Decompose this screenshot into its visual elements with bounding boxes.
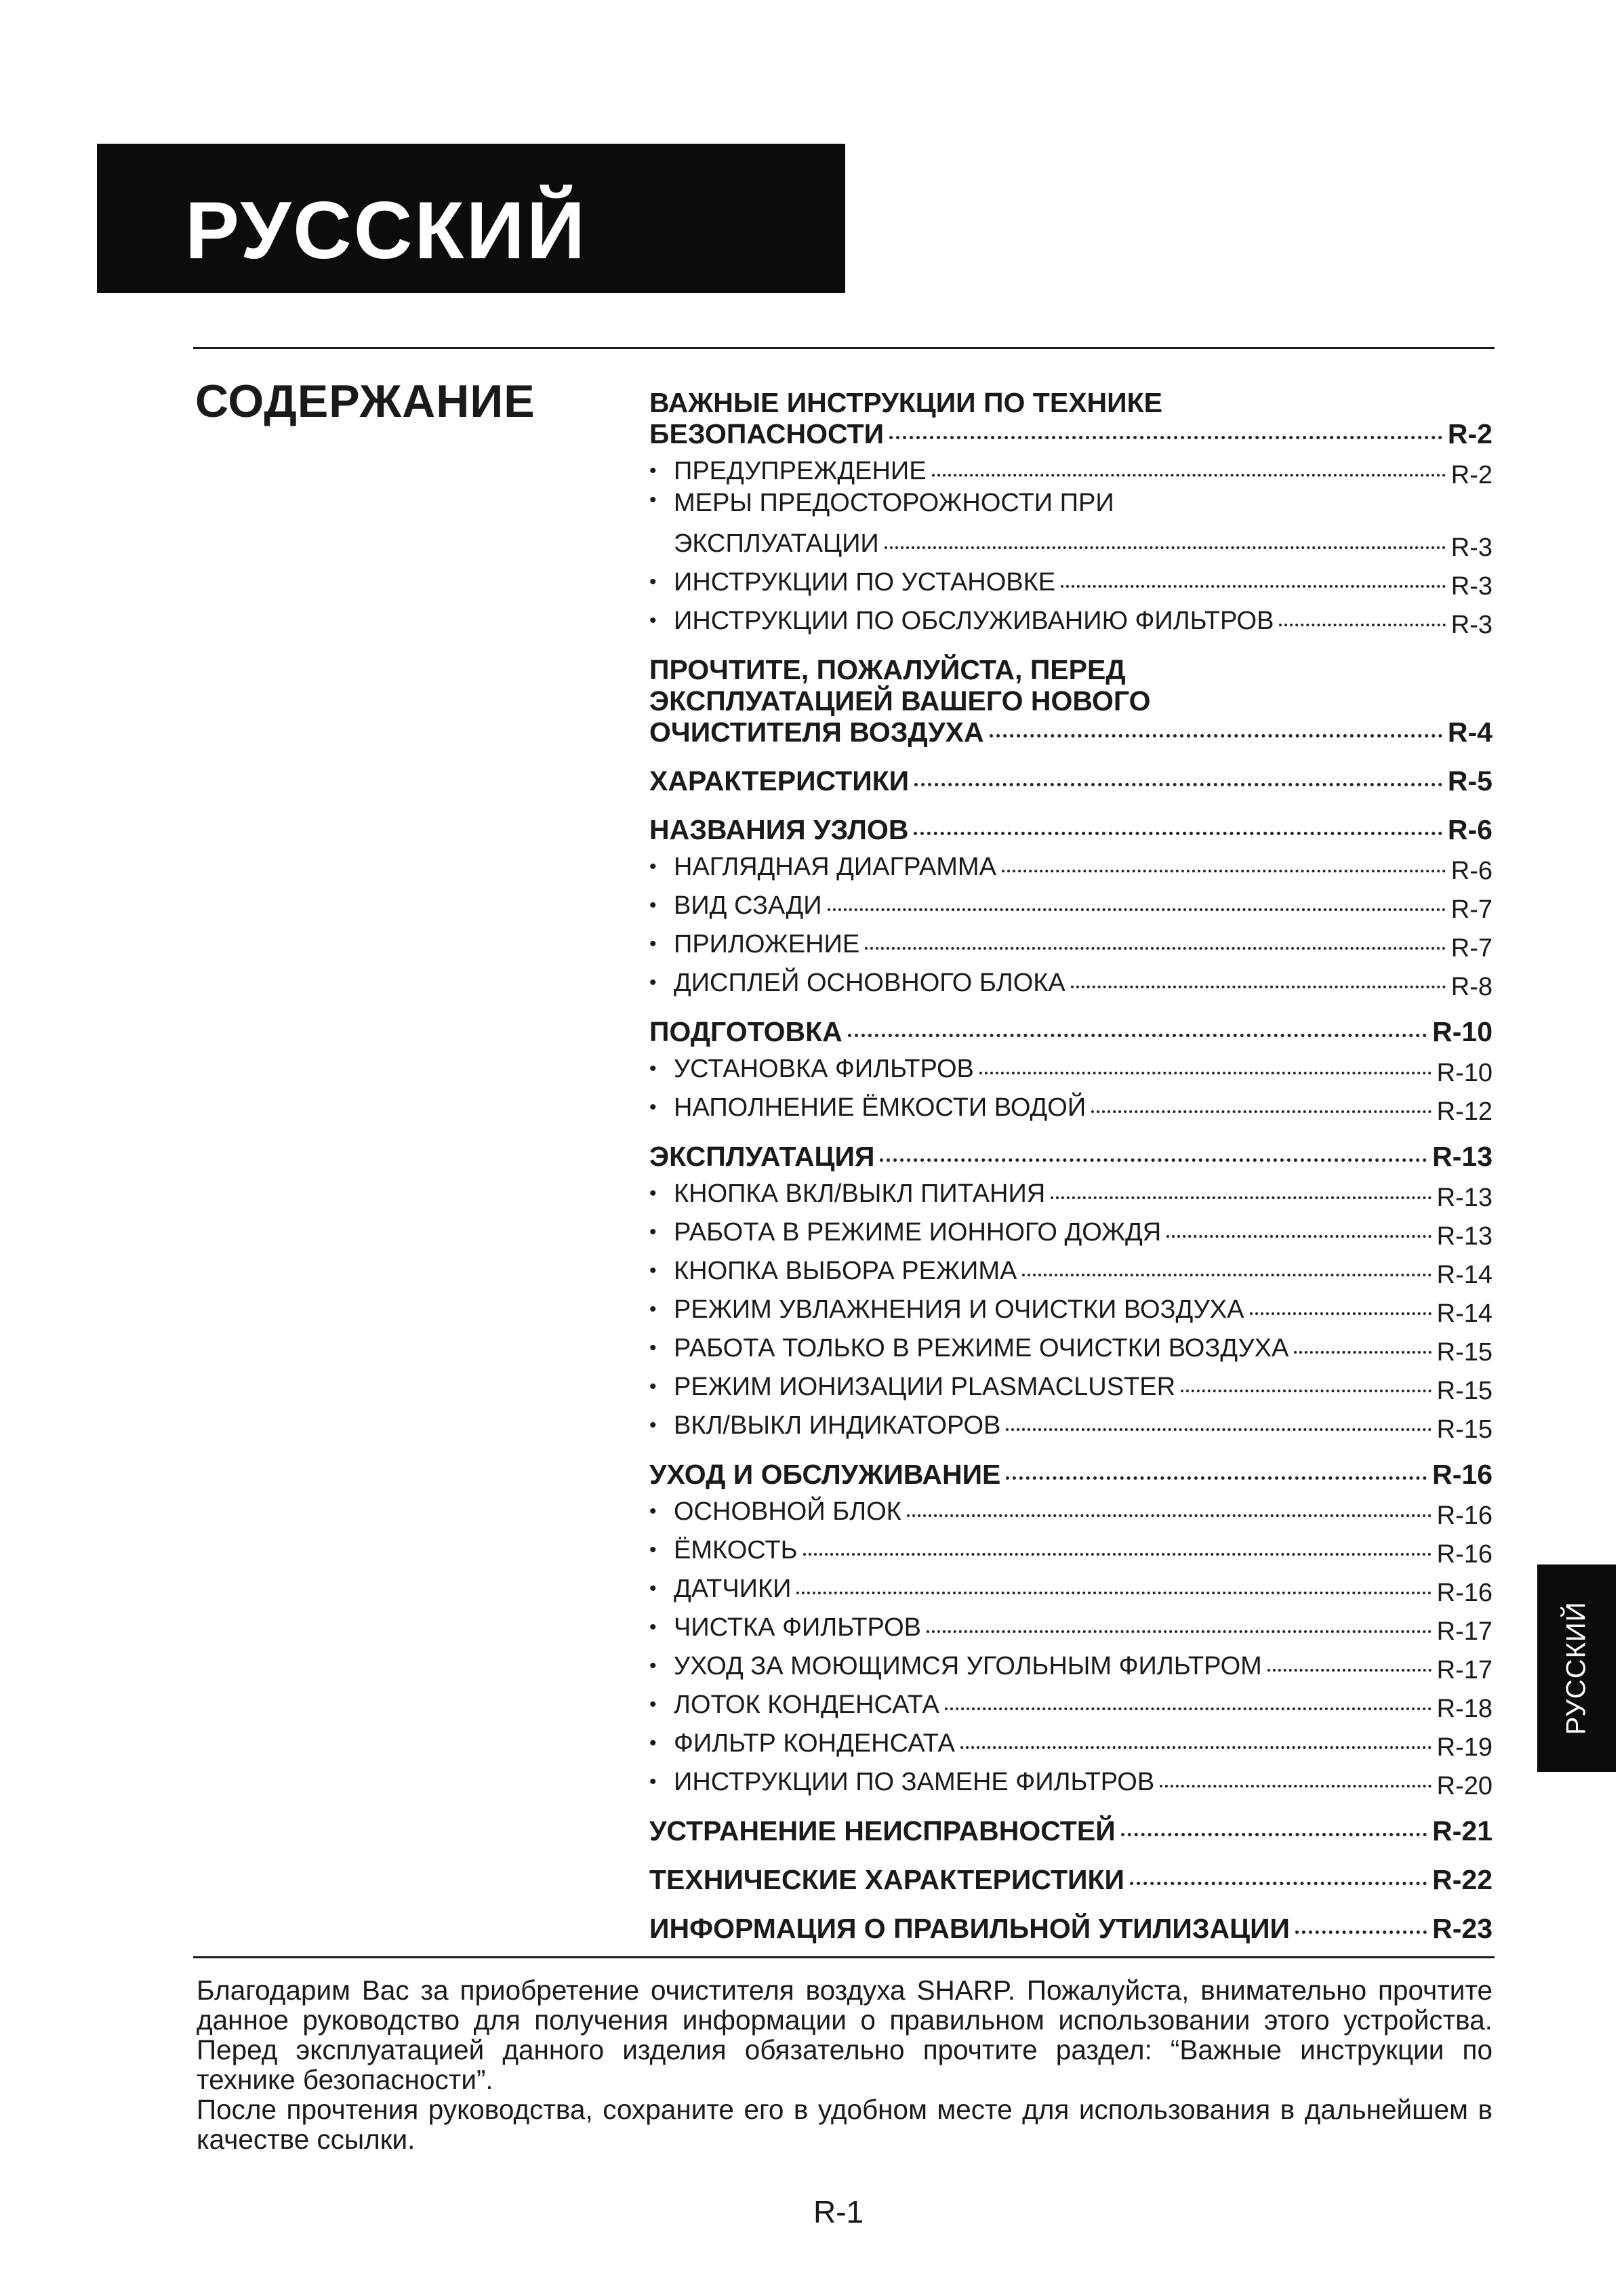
toc-section-heading[interactable] <box>649 1866 1493 1897</box>
toc-entry-title: МЕРЫ ПРЕДОСТОРОЖНОСТИ ПРИ <box>674 489 1114 517</box>
toc-entry[interactable] <box>649 847 1493 886</box>
toc-entry-title: РАБОТА ТОЛЬКО В РЕЖИМЕ ОЧИСТКИ ВОЗДУХА <box>674 1333 1289 1362</box>
toc-entry-title: ВИД СЗАДИ <box>674 891 822 920</box>
toc-section-title: НАЗВАНИЯ УЗЛОВ <box>649 814 909 845</box>
toc-section <box>649 767 1493 799</box>
toc-entry-title: КНОПКА ВЫБОРА РЕЖИМА <box>674 1256 1017 1285</box>
toc-page-ref: R-15 <box>1436 1376 1493 1405</box>
bullet-icon: • <box>649 1770 657 1793</box>
toc-section-title: ЭКСПЛУАТАЦИЯ <box>649 1141 875 1172</box>
toc-section-title: ЭКСПЛУАТАЦИЕЙ ВАШЕГО НОВОГО <box>649 685 1151 716</box>
toc-entry-title: ПРЕДУПРЕЖДЕНИЕ <box>674 456 927 485</box>
dot-leader <box>865 947 1446 950</box>
toc-page-ref: R-14 <box>1436 1260 1493 1289</box>
dot-leader <box>927 1630 1432 1633</box>
bullet-icon: • <box>649 609 657 632</box>
toc-section-heading-line <box>649 687 1493 719</box>
dot-leader <box>907 1514 1432 1517</box>
toc-section <box>649 1866 1493 1897</box>
toc-entry-title: НАПОЛНЕНИЕ ЁМКОСТИ ВОДОЙ <box>674 1093 1087 1122</box>
toc-entry[interactable] <box>649 1646 1493 1685</box>
toc-page-ref: R-16 <box>1436 1539 1493 1569</box>
toc-page-ref: R-14 <box>1436 1299 1493 1328</box>
toc-entry-title: ЧИСТКА ФИЛЬТРОВ <box>674 1613 921 1642</box>
toc-section <box>649 1018 1493 1127</box>
dot-leader <box>1121 1833 1427 1836</box>
dot-leader <box>1061 585 1446 588</box>
toc-entry[interactable] <box>649 1213 1493 1251</box>
dot-leader <box>1267 1669 1432 1672</box>
toc-entry[interactable] <box>649 1088 1493 1127</box>
toc-entry[interactable] <box>649 451 1493 490</box>
toc-section-heading-line <box>649 389 1493 420</box>
toc-page-ref: R-5 <box>1447 765 1493 796</box>
bullet-icon: • <box>649 1375 657 1398</box>
toc-entry[interactable] <box>649 1174 1493 1213</box>
toc-entry-title: ИНСТРУКЦИИ ПО ОБСЛУЖИВАНИЮ ФИЛЬТРОВ <box>674 606 1274 635</box>
bullet-icon: • <box>649 1297 657 1320</box>
toc-section-title: ОЧИСТИТЕЛЯ ВОЗДУХА <box>649 716 984 748</box>
toc-entry-title: ЛОТОК КОНДЕНСАТА <box>674 1690 939 1719</box>
toc-page-ref: R-12 <box>1436 1097 1493 1126</box>
intro-text <box>197 1975 1493 2154</box>
dot-leader <box>1295 1931 1427 1934</box>
toc-page-ref: R-20 <box>1436 1771 1493 1800</box>
toc-page-ref: R-6 <box>1450 856 1493 885</box>
toc-page-ref: R-22 <box>1432 1864 1493 1895</box>
bullet-icon: • <box>649 570 657 593</box>
toc-entry[interactable] <box>649 601 1493 640</box>
language-banner <box>97 144 845 293</box>
toc-entry-title: ИНСТРУКЦИИ ПО ЗАМЕНЕ ФИЛЬТРОВ <box>674 1767 1155 1796</box>
dot-leader <box>960 1746 1432 1749</box>
bullet-icon: • <box>649 1499 657 1522</box>
toc-section-heading[interactable] <box>649 1461 1493 1492</box>
toc-section-title: ПОДГОТОВКА <box>649 1016 843 1047</box>
dot-leader <box>1071 986 1446 988</box>
contents-heading: СОДЕРЖАНИЕ <box>195 376 535 427</box>
toc-section-heading[interactable] <box>649 767 1493 799</box>
toc-entry-title: ДИСПЛЕЙ ОСНОВНОГО БЛОКА <box>674 968 1065 997</box>
toc-entry-title: ДАТЧИКИ <box>674 1574 792 1603</box>
toc-page-ref: R-2 <box>1450 460 1493 489</box>
toc-section-heading-line <box>649 656 1493 687</box>
toc-page-ref: R-3 <box>1450 610 1493 639</box>
toc-entry[interactable] <box>649 1492 1493 1531</box>
dot-leader <box>1051 1196 1431 1199</box>
bullet-icon: • <box>649 1731 657 1754</box>
dot-leader <box>1160 1785 1431 1787</box>
dot-leader <box>1006 1428 1431 1431</box>
dot-leader <box>1279 624 1445 626</box>
bullet-icon: • <box>649 1538 657 1561</box>
bullet-icon: • <box>649 1693 657 1716</box>
bullet-icon: • <box>649 1095 657 1118</box>
dot-leader <box>1181 1390 1432 1392</box>
toc-entry[interactable] <box>649 963 1493 1002</box>
dot-leader <box>1294 1351 1431 1354</box>
toc-entry-title: НАГЛЯДНАЯ ДИАГРАММА <box>674 852 996 881</box>
toc-page-ref: R-15 <box>1436 1337 1493 1367</box>
bullet-icon: • <box>649 1654 657 1677</box>
dot-leader <box>1091 1110 1431 1113</box>
toc-section <box>649 1461 1493 1801</box>
dot-leader <box>885 546 1446 549</box>
toc-page-ref: R-3 <box>1450 533 1493 562</box>
toc-entry-title: ЭКСПЛУАТАЦИИ <box>674 529 879 558</box>
toc-entry[interactable] <box>649 1685 1493 1724</box>
toc-page-ref: R-15 <box>1436 1415 1493 1444</box>
toc-entry[interactable] <box>649 1290 1493 1329</box>
toc-entry[interactable] <box>649 1251 1493 1290</box>
dot-leader <box>1006 1476 1427 1480</box>
toc-page-ref: R-16 <box>1436 1501 1493 1530</box>
toc-page-ref: R-16 <box>1432 1459 1493 1490</box>
bullet-icon: • <box>649 1220 657 1243</box>
toc-section-title: ИНФОРМАЦИЯ О ПРАВИЛЬНОЙ УТИЛИЗАЦИИ <box>649 1913 1291 1944</box>
toc-page-ref: R-6 <box>1447 814 1493 845</box>
dot-leader <box>889 436 1442 439</box>
side-language-tab <box>1537 1564 1616 1772</box>
toc-page-ref: R-2 <box>1447 418 1493 449</box>
toc-entry[interactable] <box>649 1569 1493 1608</box>
dot-leader <box>1022 1274 1431 1276</box>
intro-paragraph: Благодарим Вас за приобретение очистителя воздуха SHARP. Пожалуйста, внимательно прочтите данное руководство для получения информации о правильном использовании этого устройства. Перед эксплуатацией данного изделия обязательно прочтите раздел: “Важные инструкции по технике безопасности”. <box>197 1975 1493 2095</box>
toc-page-ref: R-13 <box>1436 1221 1493 1251</box>
dot-leader <box>1002 870 1446 872</box>
toc-entry[interactable] <box>649 1406 1493 1444</box>
toc-page-ref: R-23 <box>1432 1913 1493 1944</box>
toc-entry[interactable] <box>649 1608 1493 1646</box>
toc-page-ref: R-7 <box>1450 933 1493 963</box>
toc-section-title: ТЕХНИЧЕСКИЕ ХАРАКТЕРИСТИКИ <box>649 1864 1124 1895</box>
toc-entry[interactable] <box>649 1531 1493 1569</box>
toc-page-ref: R-19 <box>1436 1733 1493 1762</box>
toc-entry-title: ЁМКОСТЬ <box>674 1535 798 1564</box>
toc-entry-title: КНОПКА ВКЛ/ВЫКЛ ПИТАНИЯ <box>674 1179 1046 1208</box>
dot-leader <box>1166 1235 1431 1238</box>
bullet-icon: • <box>649 1577 657 1600</box>
toc-page-ref: R-10 <box>1432 1016 1493 1047</box>
toc-section <box>649 1817 1493 1848</box>
language-banner-label: РУССКИЙ <box>185 185 588 276</box>
dot-leader <box>796 1592 1431 1594</box>
toc-page-ref: R-17 <box>1436 1617 1493 1646</box>
toc-section <box>649 656 1493 750</box>
toc-entry[interactable] <box>649 1049 1493 1088</box>
dot-leader <box>828 908 1446 911</box>
toc-entry[interactable] <box>649 1724 1493 1762</box>
toc-page-ref: R-17 <box>1436 1655 1493 1684</box>
toc-section-heading[interactable] <box>649 1018 1493 1049</box>
dot-leader <box>880 1158 1427 1162</box>
bullet-icon: • <box>649 855 657 878</box>
dot-leader <box>848 1034 1427 1037</box>
bullet-icon: • <box>649 1259 657 1282</box>
bullet-icon: • <box>649 1336 657 1359</box>
dot-leader <box>803 1553 1432 1556</box>
toc-page-ref: R-10 <box>1436 1058 1493 1087</box>
bullet-icon: • <box>649 893 657 916</box>
bullet-icon: • <box>649 1057 657 1080</box>
toc-entry-title: ФИЛЬТР КОНДЕНСАТА <box>674 1729 955 1758</box>
dot-leader <box>1250 1312 1432 1315</box>
bullet-icon: • <box>649 1181 657 1205</box>
top-divider <box>193 347 1495 349</box>
toc-entry-title: РЕЖИМ УВЛАЖНЕНИЯ И ОЧИСТКИ ВОЗДУХА <box>674 1295 1244 1324</box>
toc-section-title: УХОД И ОБСЛУЖИВАНИЕ <box>649 1459 1001 1490</box>
toc-section-heading[interactable] <box>649 816 1493 847</box>
toc-entry-title: ПРИЛОЖЕНИЕ <box>674 929 860 958</box>
toc-entry[interactable] <box>649 1367 1493 1406</box>
toc-entry-title: УСТАНОВКА ФИЛЬТРОВ <box>674 1054 974 1083</box>
toc-page-ref: R-4 <box>1447 716 1493 748</box>
bottom-divider <box>193 1956 1495 1958</box>
toc-section-title: ПРОЧТИТЕ, ПОЖАЛУЙСТА, ПЕРЕД <box>649 654 1126 685</box>
toc-page-ref: R-21 <box>1432 1815 1493 1846</box>
dot-leader <box>1130 1882 1427 1885</box>
toc-page-ref: R-18 <box>1436 1694 1493 1723</box>
toc-section <box>649 389 1493 640</box>
toc-entry-title: ОСНОВНОЙ БЛОК <box>674 1497 901 1526</box>
toc-page-ref: R-7 <box>1450 895 1493 924</box>
bullet-icon: • <box>649 1413 657 1436</box>
page-number: R-1 <box>813 2194 864 2229</box>
side-language-tab-label: РУССКИЙ <box>1561 1601 1591 1735</box>
toc-entry-title: ВКЛ/ВЫКЛ ИНДИКАТОРОВ <box>674 1411 1001 1440</box>
bullet-icon: • <box>649 459 657 482</box>
toc-entry[interactable] <box>649 886 1493 925</box>
toc-section-heading[interactable] <box>649 1915 1493 1946</box>
toc-section-heading[interactable] <box>649 716 1493 750</box>
toc-section <box>649 1915 1493 1946</box>
toc-page-ref: R-13 <box>1436 1183 1493 1212</box>
toc-section-heading[interactable] <box>649 1817 1493 1848</box>
toc-entry[interactable] <box>649 1329 1493 1367</box>
toc-entry[interactable] <box>649 524 1493 563</box>
toc-page-ref: R-13 <box>1432 1141 1493 1172</box>
toc-entry-title: УХОД ЗА МОЮЩИМСЯ УГОЛЬНЫМ ФИЛЬТРОМ <box>674 1651 1262 1680</box>
bullet-icon: • <box>649 489 657 511</box>
toc-entry-title: РЕЖИМ ИОНИЗАЦИИ PLASMACLUSTER <box>674 1372 1176 1401</box>
toc-section-title: УСТРАНЕНИЕ НЕИСПРАВНОСТЕЙ <box>649 1815 1116 1846</box>
toc-section-heading[interactable] <box>649 420 1493 451</box>
bullet-icon: • <box>649 1615 657 1638</box>
toc-section-title: ХАРАКТЕРИСТИКИ <box>649 765 910 796</box>
table-of-contents <box>649 389 1493 1964</box>
toc-entry[interactable] <box>649 563 1493 601</box>
toc-page-ref: R-8 <box>1450 972 1493 1001</box>
toc-entry[interactable] <box>649 925 1493 963</box>
dot-leader <box>990 734 1442 738</box>
toc-entry-title: РАБОТА В РЕЖИМЕ ИОННОГО ДОЖДЯ <box>674 1217 1162 1247</box>
toc-entry-title: ИНСТРУКЦИИ ПО УСТАНОВКЕ <box>674 567 1056 597</box>
dot-leader <box>914 783 1442 786</box>
toc-section-heading[interactable] <box>649 1143 1493 1174</box>
toc-entry[interactable] <box>649 1762 1493 1801</box>
toc-page-ref: R-16 <box>1436 1578 1493 1607</box>
dot-leader <box>945 1708 1432 1710</box>
dot-leader <box>932 474 1446 477</box>
toc-entry-line <box>649 490 1493 524</box>
toc-section <box>649 816 1493 1002</box>
toc-page-ref: R-3 <box>1450 571 1493 601</box>
dot-leader <box>914 832 1442 835</box>
bullet-icon: • <box>649 971 657 994</box>
toc-section <box>649 1143 1493 1444</box>
toc-section-title: БЕЗОПАСНОСТИ <box>649 418 885 449</box>
bullet-icon: • <box>649 932 657 955</box>
intro-paragraph: После прочтения руководства, сохраните его в удобном месте для использования в дальнейшем в качестве ссылки. <box>197 2094 1493 2155</box>
dot-leader <box>979 1072 1432 1074</box>
toc-section-title: ВАЖНЫЕ ИНСТРУКЦИИ ПО ТЕХНИКЕ <box>649 387 1162 418</box>
